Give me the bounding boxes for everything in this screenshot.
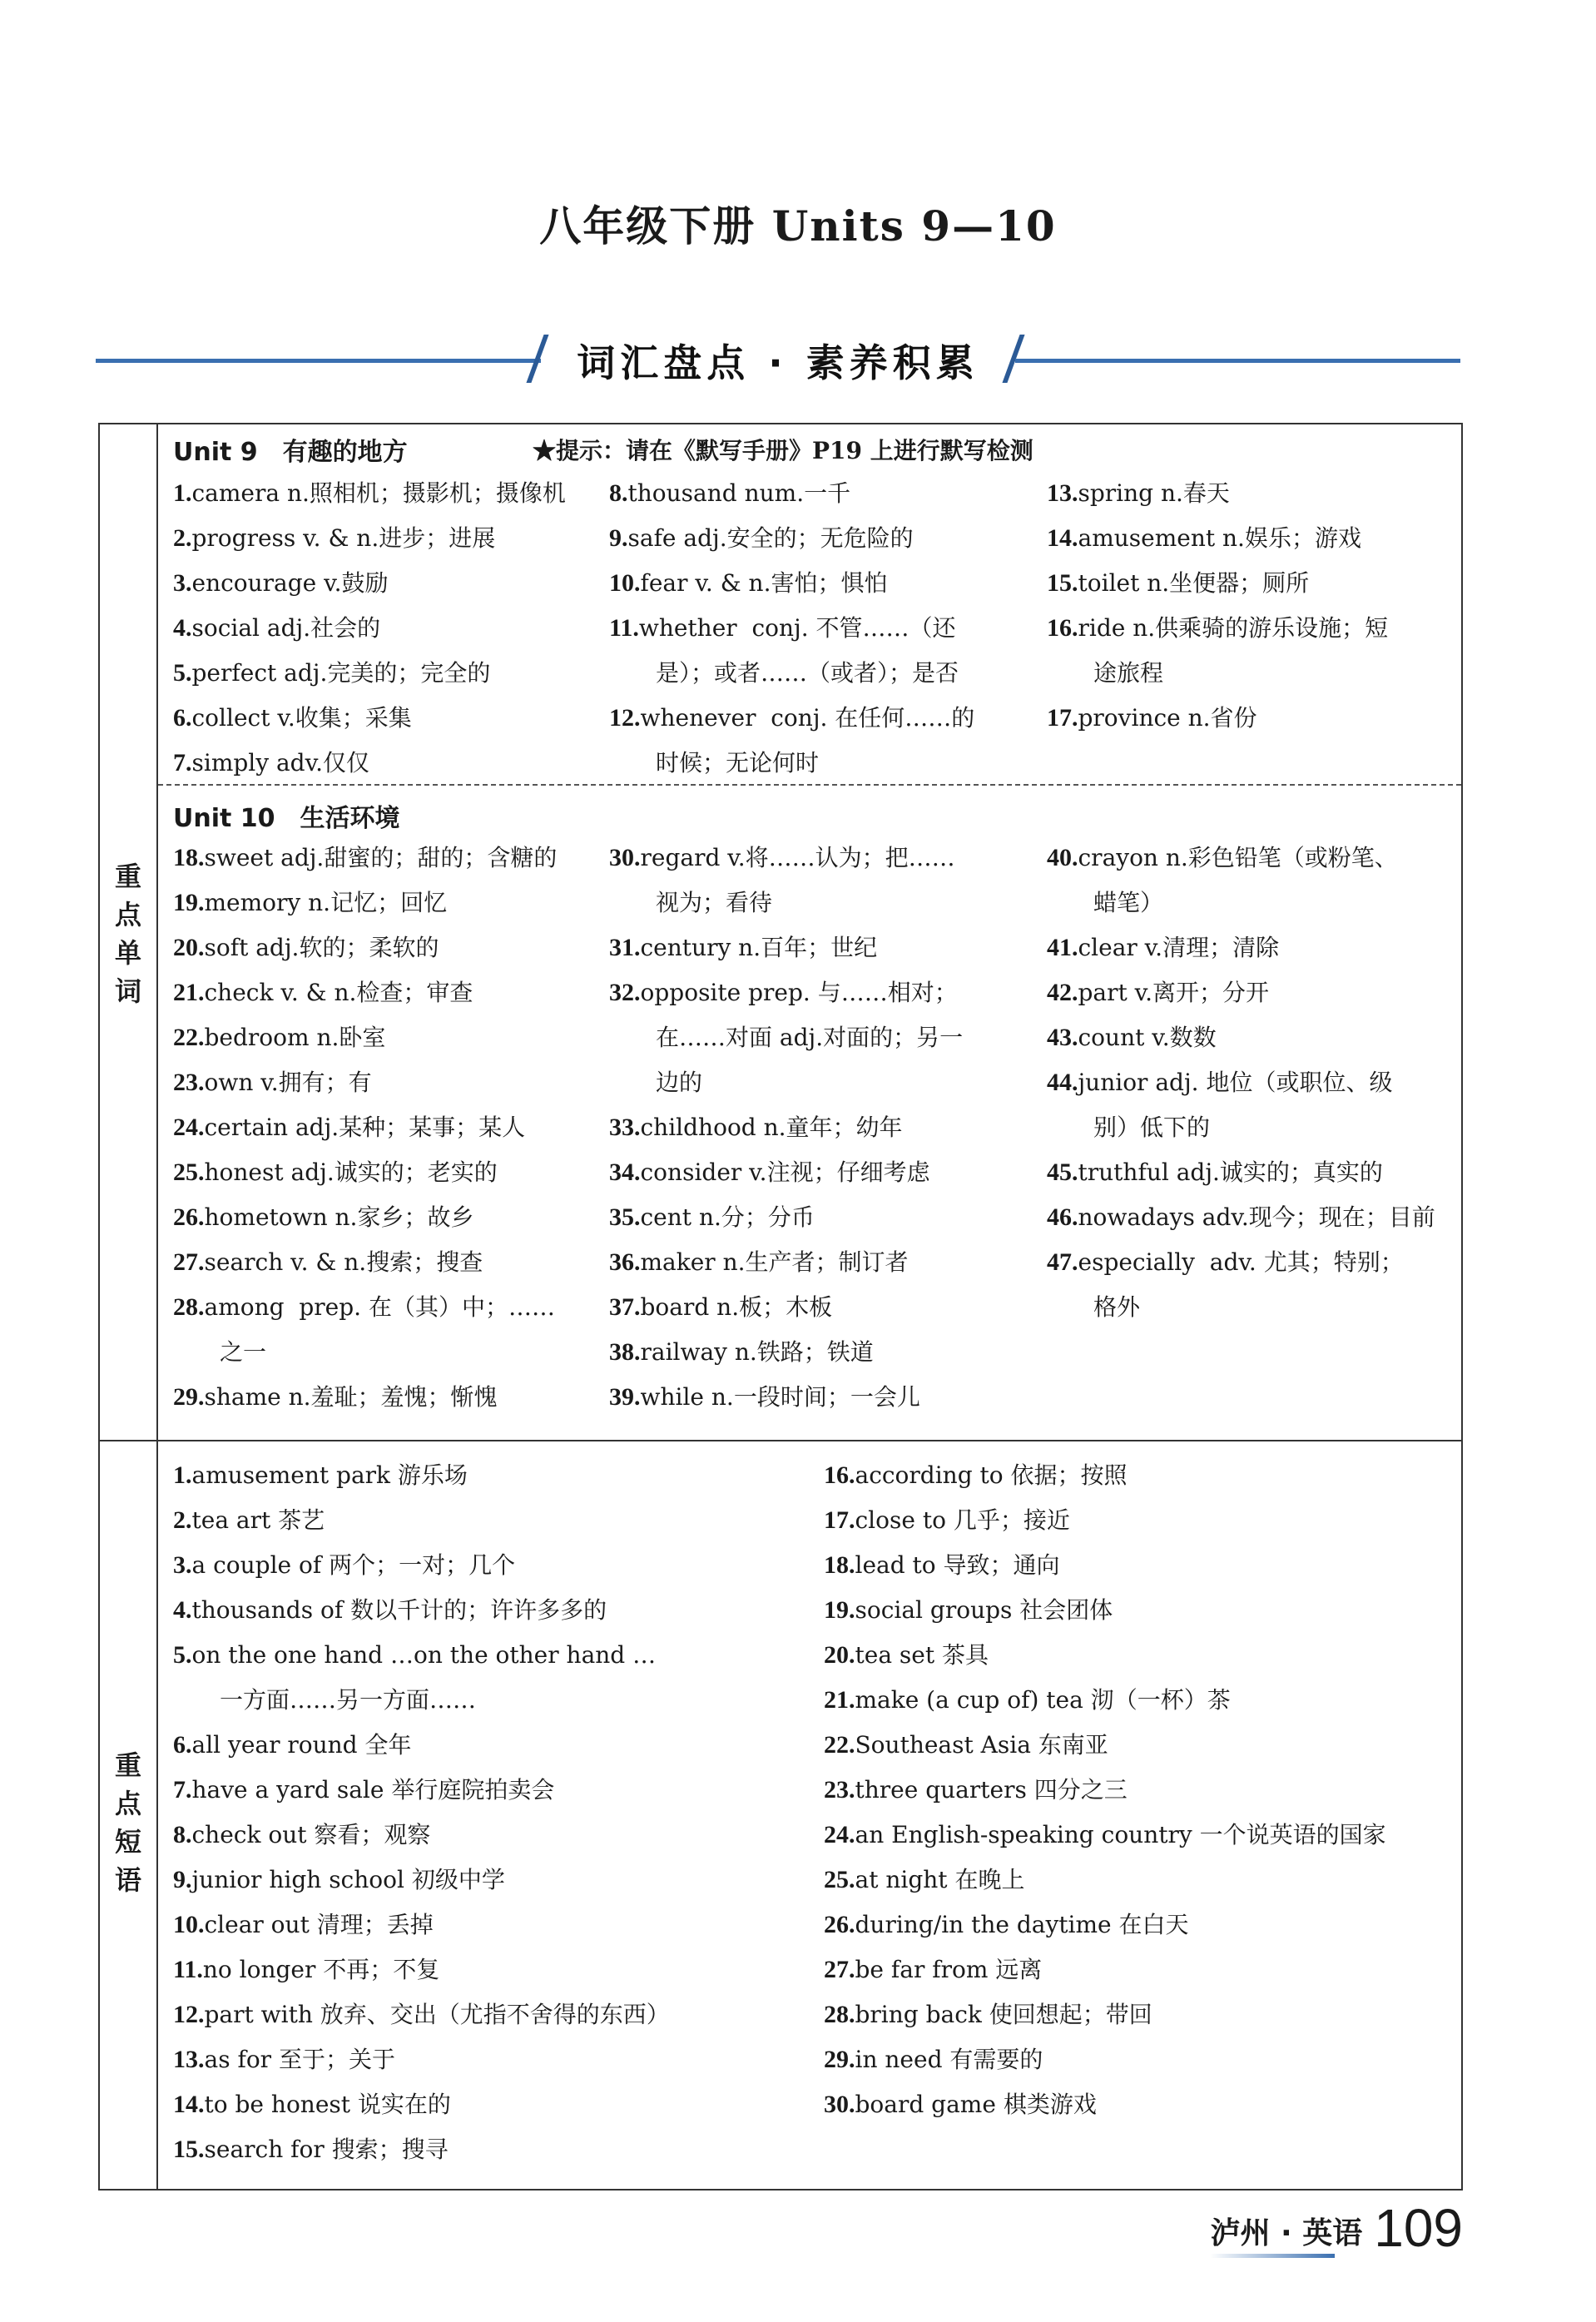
entry-text: board game 棋类游戏 bbox=[855, 2091, 1097, 2118]
vocab-entry bbox=[173, 561, 606, 606]
vocab-entry bbox=[609, 836, 1033, 881]
entry-number: 45. bbox=[1047, 1159, 1078, 1186]
label-char: 重 bbox=[114, 1749, 141, 1781]
vocab-entry bbox=[173, 2037, 822, 2082]
entry-text: honest adj.诚实的；老实的 bbox=[204, 1159, 498, 1186]
entry-continuation bbox=[1047, 1285, 1460, 1330]
entry-number: 18. bbox=[824, 1551, 855, 1579]
entry-number: 29. bbox=[173, 1383, 205, 1411]
unit9-col3 bbox=[1047, 471, 1460, 741]
unit9-col2 bbox=[609, 471, 1033, 786]
entry-number: 9. bbox=[173, 1866, 192, 1893]
entry-text: progress v. & n.进步；进展 bbox=[191, 524, 496, 552]
entry-number: 27. bbox=[824, 1956, 855, 1983]
vocab-entry bbox=[173, 1858, 822, 1903]
vocab-entry bbox=[173, 881, 606, 925]
entry-text: on the one hand …on the other hand … bbox=[191, 1641, 657, 1669]
vocab-entry bbox=[1047, 1060, 1460, 1105]
entry-text: bedroom n.卧室 bbox=[204, 1024, 386, 1051]
vocab-entry bbox=[824, 1768, 1460, 1813]
entry-text: 一方面……另一方面…… bbox=[220, 1686, 477, 1714]
entry-text: while n.一段时间；一会儿 bbox=[640, 1383, 920, 1411]
entry-number: 24. bbox=[173, 1114, 205, 1141]
entry-text: cent n.分；分币 bbox=[640, 1203, 815, 1231]
entry-continuation bbox=[609, 1060, 1033, 1105]
unit9-heading: Unit 9 有趣的地方 bbox=[173, 438, 408, 467]
entry-text: sweet adj.甜蜜的；甜的；含糖的 bbox=[204, 844, 558, 871]
entry-text: 边的 bbox=[656, 1069, 703, 1096]
entry-text: three quarters 四分之三 bbox=[855, 1776, 1128, 1804]
entry-number: 13. bbox=[173, 2046, 205, 2073]
entry-number: 2. bbox=[173, 1506, 192, 1534]
entry-text: 是）；或者……（或者）；是否 bbox=[656, 659, 959, 687]
entry-text: consider v.注视；仔细考虑 bbox=[640, 1159, 930, 1186]
entry-number: 26. bbox=[824, 1911, 855, 1938]
entry-number: 23. bbox=[173, 1069, 205, 1096]
vocab-entry bbox=[824, 1633, 1460, 1678]
entry-number: 26. bbox=[173, 1203, 205, 1231]
entry-text: according to 依据；按照 bbox=[855, 1461, 1128, 1489]
entry-number: 2. bbox=[173, 524, 192, 552]
entry-text: 蜡笔） bbox=[1093, 889, 1164, 916]
entry-text: perfect adj.完美的；完全的 bbox=[191, 659, 491, 687]
entry-text: 之一 bbox=[220, 1338, 267, 1366]
entry-text: whether conj. 不管……（还 bbox=[638, 614, 956, 642]
entry-number: 43. bbox=[1047, 1024, 1078, 1051]
entry-text: own v.拥有；有 bbox=[204, 1069, 372, 1096]
entry-text: junior high school 初级中学 bbox=[191, 1866, 505, 1893]
entry-text: bring back 使回想起；带回 bbox=[855, 2001, 1152, 2028]
unit10-heading: Unit 10 生活环境 bbox=[173, 804, 400, 833]
entry-text: 格外 bbox=[1093, 1293, 1141, 1321]
vocab-entry bbox=[1047, 1015, 1460, 1060]
vocab-entry bbox=[609, 561, 1033, 606]
entry-text: regard v.将……认为；把…… bbox=[640, 844, 955, 871]
vocab-entry bbox=[1047, 970, 1460, 1015]
vocab-entry bbox=[173, 1285, 606, 1330]
entry-text: hometown n.家乡；故乡 bbox=[204, 1203, 474, 1231]
vocab-entry bbox=[609, 970, 1033, 1015]
vocab-entry bbox=[824, 1992, 1460, 2037]
label-char: 点 bbox=[114, 1788, 141, 1819]
entry-text: truthful adj.诚实的；真实的 bbox=[1078, 1159, 1383, 1186]
entry-number: 3. bbox=[173, 1551, 192, 1579]
vocab-entry bbox=[173, 1105, 606, 1150]
entry-number: 5. bbox=[173, 659, 192, 687]
vocab-entry bbox=[173, 1588, 822, 1633]
entry-text: count v.数数 bbox=[1078, 1024, 1217, 1051]
entry-text: all year round 全年 bbox=[191, 1731, 412, 1759]
vocab-entry bbox=[609, 1285, 1033, 1330]
unit10-col2 bbox=[609, 836, 1033, 1420]
entry-number: 23. bbox=[824, 1776, 855, 1804]
entry-number: 37. bbox=[609, 1293, 641, 1321]
vocabulary-table bbox=[98, 423, 1463, 2191]
entry-text: close to 几乎；接近 bbox=[855, 1506, 1070, 1534]
entry-number: 33. bbox=[609, 1114, 641, 1141]
vocab-entry bbox=[609, 1150, 1033, 1195]
entry-text: Southeast Asia 东南亚 bbox=[855, 1731, 1108, 1759]
banner-line-right bbox=[1015, 359, 1460, 363]
entry-number: 30. bbox=[824, 2091, 855, 2118]
entry-text: simply adv.仅仅 bbox=[191, 749, 369, 776]
dictation-hint: ★提示：请在《默写手册》P19 上进行默写检测 bbox=[533, 437, 1033, 464]
entry-number: 27. bbox=[173, 1248, 205, 1276]
entry-number: 35. bbox=[609, 1203, 641, 1231]
vocab-entry bbox=[824, 1813, 1460, 1858]
entry-text: clear v.清理；清除 bbox=[1078, 934, 1280, 961]
entry-text: no longer 不再；不复 bbox=[202, 1956, 440, 1983]
vocab-entry bbox=[173, 1813, 822, 1858]
entry-number: 9. bbox=[609, 524, 628, 552]
entry-number: 31. bbox=[609, 934, 641, 961]
entry-number: 6. bbox=[173, 704, 192, 732]
entry-number: 12. bbox=[173, 2001, 205, 2028]
entry-text: part v.离开；分开 bbox=[1078, 979, 1270, 1006]
vocab-entry bbox=[173, 970, 606, 1015]
page-footer bbox=[1210, 2197, 1463, 2259]
entry-number: 6. bbox=[173, 1731, 192, 1759]
vocab-entry bbox=[824, 1858, 1460, 1903]
entry-text: nowadays adv.现今；现在；目前 bbox=[1078, 1203, 1435, 1231]
entry-text: search for 搜索；搜寻 bbox=[204, 2136, 449, 2163]
phrases-col1 bbox=[173, 1453, 822, 2172]
vocab-entry bbox=[173, 741, 606, 786]
vocab-entry bbox=[824, 1947, 1460, 1992]
entry-number: 42. bbox=[1047, 979, 1078, 1006]
label-char: 重 bbox=[114, 861, 141, 892]
entry-number: 22. bbox=[173, 1024, 205, 1051]
vocab-entry bbox=[173, 2127, 822, 2172]
entry-text: soft adj.软的；柔软的 bbox=[204, 934, 439, 961]
entry-text: make (a cup of) tea 沏（一杯）茶 bbox=[855, 1686, 1231, 1714]
entry-number: 7. bbox=[173, 749, 192, 776]
entry-text: camera n.照相机；摄影机；摄像机 bbox=[191, 479, 566, 507]
entry-number: 17. bbox=[1047, 704, 1078, 732]
entry-continuation bbox=[609, 651, 1033, 696]
entry-number: 7. bbox=[173, 1776, 192, 1804]
entry-continuation bbox=[173, 1330, 606, 1375]
entry-text: tea set 茶具 bbox=[855, 1641, 989, 1669]
entry-text: have a yard sale 举行庭院拍卖会 bbox=[191, 1776, 555, 1804]
entry-continuation bbox=[1047, 881, 1460, 925]
vocab-entry bbox=[609, 516, 1033, 561]
entry-text: thousands of 数以千计的；许许多多的 bbox=[191, 1596, 607, 1624]
vocab-entry bbox=[1047, 925, 1460, 970]
vocab-entry bbox=[1047, 516, 1460, 561]
entry-text: toilet n.坐便器；厕所 bbox=[1078, 569, 1310, 597]
vocab-entry bbox=[609, 471, 1033, 516]
entry-text: maker n.生产者；制订者 bbox=[640, 1248, 909, 1276]
entry-text: opposite prep. 与……相对； bbox=[640, 979, 958, 1006]
banner-line-left bbox=[96, 359, 541, 363]
vocab-entry bbox=[173, 516, 606, 561]
entry-text: social adj.社会的 bbox=[191, 614, 381, 642]
vocab-entry bbox=[1047, 561, 1460, 606]
entry-number: 25. bbox=[824, 1866, 855, 1893]
vocab-entry bbox=[173, 1947, 822, 1992]
entry-number: 47. bbox=[1047, 1248, 1078, 1276]
vocab-entry bbox=[1047, 1195, 1460, 1240]
vocab-entry bbox=[173, 836, 606, 881]
entry-text: be far from 远离 bbox=[855, 1956, 1043, 1983]
entry-text: thousand num.一千 bbox=[627, 479, 851, 507]
entry-text: part with 放弃、交出（尤指不舍得的东西） bbox=[204, 2001, 670, 2028]
vocab-entry bbox=[1047, 471, 1460, 516]
vocab-entry bbox=[173, 1498, 822, 1543]
entry-number: 11. bbox=[609, 614, 639, 642]
entry-text: as for 至于；关于 bbox=[204, 2046, 395, 2073]
entry-number: 17. bbox=[824, 1506, 855, 1534]
entry-number: 15. bbox=[173, 2136, 205, 2163]
vocab-entry bbox=[824, 1678, 1460, 1723]
unit9-col1 bbox=[173, 471, 606, 786]
section-title: 词汇盘点 · 素养积累 bbox=[577, 340, 979, 385]
entry-number: 14. bbox=[173, 2091, 205, 2118]
vocab-entry bbox=[173, 925, 606, 970]
entry-text: crayon n.彩色铅笔（或粉笔、 bbox=[1078, 844, 1398, 871]
entry-text: safe adj.安全的；无危险的 bbox=[627, 524, 914, 552]
vocab-entry bbox=[173, 651, 606, 696]
entry-text: during/in the daytime 在白天 bbox=[855, 1911, 1189, 1938]
divider-vertical bbox=[156, 424, 158, 2189]
vocab-entry bbox=[1047, 696, 1460, 741]
vocab-entry bbox=[609, 1195, 1033, 1240]
vocab-entry bbox=[173, 1015, 606, 1060]
label-char: 短 bbox=[114, 1826, 141, 1858]
entry-text: 途旅程 bbox=[1093, 659, 1164, 687]
vocab-entry bbox=[824, 2037, 1460, 2082]
vocab-entry bbox=[824, 1588, 1460, 1633]
vocab-entry bbox=[1047, 836, 1460, 881]
vocab-entry bbox=[173, 606, 606, 651]
entry-text: check v. & n.检查；审查 bbox=[204, 979, 473, 1006]
unit10-col1 bbox=[173, 836, 606, 1420]
entry-text: search v. & n.搜索；搜查 bbox=[204, 1248, 483, 1276]
entry-number: 29. bbox=[824, 2046, 855, 2073]
vocab-entry bbox=[1047, 606, 1460, 651]
entry-text: 别）低下的 bbox=[1093, 1114, 1211, 1141]
vocab-entry bbox=[173, 1768, 822, 1813]
entry-text: tea art 茶艺 bbox=[191, 1506, 325, 1534]
entry-text: collect v.收集；采集 bbox=[191, 704, 412, 732]
vocab-entry bbox=[173, 696, 606, 741]
entry-number: 28. bbox=[824, 2001, 855, 2028]
entry-number: 28. bbox=[173, 1293, 205, 1321]
vocab-entry bbox=[609, 1330, 1033, 1375]
entry-text: fear v. & n.害怕；惧怕 bbox=[640, 569, 888, 597]
entry-continuation bbox=[1047, 1105, 1460, 1150]
entry-number: 12. bbox=[609, 704, 641, 732]
entry-text: in need 有需要的 bbox=[855, 2046, 1043, 2073]
entry-text: lead to 导致；通向 bbox=[855, 1551, 1060, 1579]
vocab-entry bbox=[173, 1240, 606, 1285]
entry-number: 10. bbox=[609, 569, 641, 597]
entry-number: 11. bbox=[173, 1956, 203, 1983]
entry-text: among prep. 在（其）中；…… bbox=[204, 1293, 555, 1321]
entry-number: 21. bbox=[173, 979, 205, 1006]
entry-number: 15. bbox=[1047, 569, 1078, 597]
entry-text: memory n.记忆；回忆 bbox=[204, 889, 448, 916]
entry-text: province n.省份 bbox=[1078, 704, 1257, 732]
entry-number: 21. bbox=[824, 1686, 855, 1714]
entry-number: 8. bbox=[609, 479, 628, 507]
entry-number: 4. bbox=[173, 1596, 192, 1624]
vocab-entry bbox=[1047, 1240, 1460, 1285]
vocab-entry bbox=[609, 1105, 1033, 1150]
vocab-entry bbox=[173, 1723, 822, 1768]
phrases-col2 bbox=[824, 1453, 1460, 2127]
vocab-entry bbox=[173, 1453, 822, 1498]
key-words-label bbox=[100, 857, 156, 1010]
entry-text: junior adj. 地位（或职位、级 bbox=[1078, 1069, 1393, 1096]
label-char: 点 bbox=[114, 899, 141, 930]
vocab-entry bbox=[173, 1150, 606, 1195]
entry-text: 在……对面 adj.对面的；另一 bbox=[656, 1024, 964, 1051]
entry-number: 24. bbox=[824, 1821, 855, 1848]
entry-number: 16. bbox=[1047, 614, 1078, 642]
vocab-entry bbox=[609, 1240, 1033, 1285]
entry-number: 40. bbox=[1047, 844, 1078, 871]
entry-text: board n.板；木板 bbox=[640, 1293, 833, 1321]
entry-number: 16. bbox=[824, 1461, 855, 1489]
entry-number: 20. bbox=[173, 934, 205, 961]
vocab-entry bbox=[173, 1060, 606, 1105]
entry-number: 19. bbox=[824, 1596, 855, 1624]
vocab-entry bbox=[173, 1633, 822, 1678]
vocab-entry bbox=[173, 2082, 822, 2127]
entry-number: 25. bbox=[173, 1159, 205, 1186]
vocab-entry bbox=[173, 1195, 606, 1240]
entry-number: 46. bbox=[1047, 1203, 1078, 1231]
entry-text: clear out 清理；丢掉 bbox=[204, 1911, 434, 1938]
entry-text: spring n.春天 bbox=[1078, 479, 1230, 507]
entry-number: 3. bbox=[173, 569, 192, 597]
entry-number: 39. bbox=[609, 1383, 641, 1411]
entry-text: 视为；看待 bbox=[656, 889, 773, 916]
vocab-entry bbox=[1047, 1150, 1460, 1195]
entry-number: 44. bbox=[1047, 1069, 1078, 1096]
divider-horizontal bbox=[100, 1440, 1461, 1441]
vocab-entry bbox=[173, 1543, 822, 1588]
vocab-entry bbox=[824, 2082, 1460, 2127]
vocab-entry bbox=[824, 1723, 1460, 1768]
entry-number: 38. bbox=[609, 1338, 641, 1366]
entry-text: shame n.羞耻；羞愧；惭愧 bbox=[204, 1383, 498, 1411]
entry-text: to be honest 说实在的 bbox=[204, 2091, 451, 2118]
entry-number: 18. bbox=[173, 844, 205, 871]
entry-text: 时候；无论何时 bbox=[656, 749, 820, 776]
entry-text: certain adj.某种；某事；某人 bbox=[204, 1114, 526, 1141]
vocab-entry bbox=[173, 1375, 606, 1420]
entry-number: 13. bbox=[1047, 479, 1078, 507]
entry-text: social groups 社会团体 bbox=[855, 1596, 1113, 1624]
vocab-entry bbox=[824, 1543, 1460, 1588]
vocab-entry bbox=[609, 696, 1033, 741]
entry-number: 36. bbox=[609, 1248, 641, 1276]
entry-continuation bbox=[173, 1678, 822, 1723]
entry-text: ride n.供乘骑的游乐设施；短 bbox=[1078, 614, 1389, 642]
vocab-entry bbox=[173, 1903, 822, 1947]
entry-number: 10. bbox=[173, 1911, 205, 1938]
entry-continuation bbox=[609, 741, 1033, 786]
entry-continuation bbox=[609, 1015, 1033, 1060]
entry-number: 1. bbox=[173, 479, 192, 507]
vocab-entry bbox=[173, 1992, 822, 2037]
vocab-entry bbox=[609, 1375, 1033, 1420]
entry-continuation bbox=[1047, 651, 1460, 696]
entry-text: a couple of 两个；一对；几个 bbox=[191, 1551, 516, 1579]
entry-text: whenever conj. 在任何……的 bbox=[640, 704, 975, 732]
entry-text: especially adv. 尤其；特别； bbox=[1078, 1248, 1404, 1276]
entry-number: 19. bbox=[173, 889, 205, 916]
entry-number: 1. bbox=[173, 1461, 192, 1489]
page-number: 109 bbox=[1374, 2198, 1463, 2258]
entry-text: childhood n.童年；幼年 bbox=[640, 1114, 903, 1141]
page-title: 八年级下册 Units 9—10 bbox=[539, 201, 1057, 251]
vocab-entry bbox=[609, 925, 1033, 970]
label-char: 语 bbox=[114, 1864, 141, 1896]
entry-number: 4. bbox=[173, 614, 192, 642]
label-char: 单 bbox=[114, 937, 141, 969]
key-phrases-label bbox=[100, 1746, 156, 1899]
entry-text: encourage v.鼓励 bbox=[191, 569, 389, 597]
vocab-entry bbox=[824, 1453, 1460, 1498]
vocab-entry bbox=[824, 1498, 1460, 1543]
entry-text: check out 察看；观察 bbox=[191, 1821, 431, 1848]
unit10-col3 bbox=[1047, 836, 1460, 1330]
footer-accent-bar bbox=[1210, 2254, 1335, 2258]
entry-number: 34. bbox=[609, 1159, 641, 1186]
entry-number: 14. bbox=[1047, 524, 1078, 552]
entry-number: 8. bbox=[173, 1821, 192, 1848]
entry-text: railway n.铁路；铁道 bbox=[640, 1338, 874, 1366]
entry-text: century n.百年；世纪 bbox=[640, 934, 878, 961]
vocab-entry bbox=[609, 606, 1033, 651]
entry-text: an English-speaking country 一个说英语的国家 bbox=[855, 1821, 1386, 1848]
entry-number: 32. bbox=[609, 979, 641, 1006]
entry-text: at night 在晚上 bbox=[855, 1866, 1025, 1893]
entry-text: amusement park 游乐场 bbox=[191, 1461, 468, 1489]
label-char: 词 bbox=[114, 975, 141, 1007]
vocab-entry bbox=[173, 471, 606, 516]
entry-text: amusement n.娱乐；游戏 bbox=[1078, 524, 1361, 552]
entry-number: 41. bbox=[1047, 934, 1078, 961]
entry-number: 22. bbox=[824, 1731, 855, 1759]
entry-number: 30. bbox=[609, 844, 641, 871]
section-banner bbox=[96, 333, 1460, 386]
entry-number: 5. bbox=[173, 1641, 192, 1669]
entry-number: 20. bbox=[824, 1641, 855, 1669]
vocab-entry bbox=[824, 1903, 1460, 1947]
entry-continuation bbox=[609, 881, 1033, 925]
region-subject: 泸州 · 英语 bbox=[1210, 2216, 1363, 2250]
